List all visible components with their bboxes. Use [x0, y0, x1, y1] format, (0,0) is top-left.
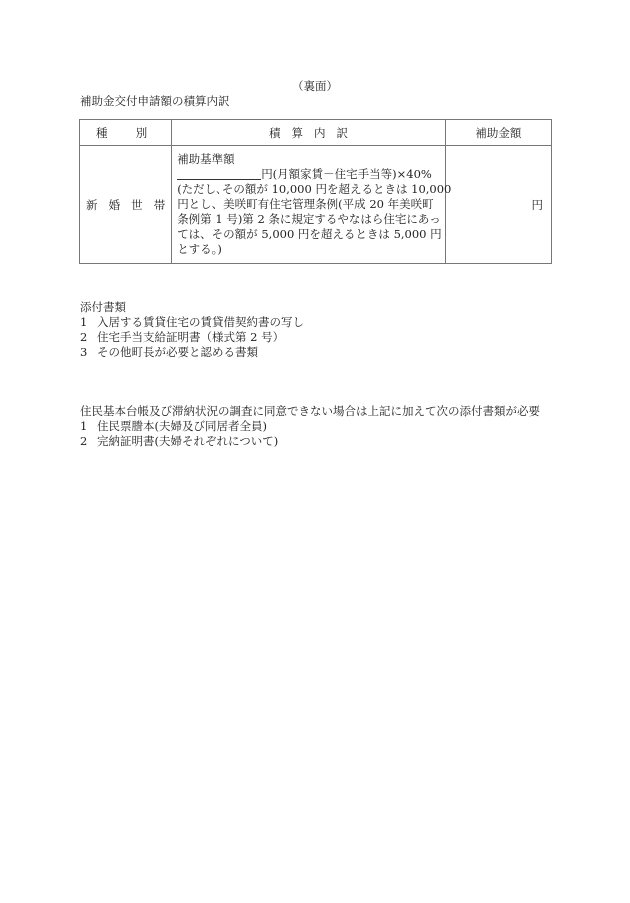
non-consent-title: 住民基本台帳及び滞納状況の調査に同意できない場合は上記に加えて次の添付書類が必要	[80, 404, 540, 418]
calc-note-line: とする。)	[177, 242, 222, 256]
list-item-text: 住民票謄本(夫婦及び同居者全員)	[97, 419, 267, 433]
list-item	[80, 345, 304, 360]
attachments-section	[80, 300, 304, 360]
row-type-char: 帯	[153, 197, 166, 212]
table-header-row	[80, 120, 552, 146]
amount-blank-field[interactable]	[177, 167, 261, 180]
list-item	[80, 434, 540, 449]
list-item	[80, 330, 304, 345]
list-item-text: その他町長が必要と認める書類	[97, 345, 258, 359]
table-row	[80, 146, 552, 264]
header-calc-char: 内	[313, 125, 326, 140]
list-item-number: 2	[80, 434, 88, 448]
row-amount[interactable]	[445, 146, 551, 264]
header-calc-char: 算	[291, 125, 303, 140]
header-type	[80, 120, 172, 146]
header-calc	[172, 120, 446, 146]
attachments-title: 添付書類	[80, 300, 126, 314]
calc-note-line: (ただし､その額が 10,000 円を超えるときは 10,000	[177, 182, 452, 196]
header-type-char: 別	[135, 125, 148, 140]
calc-note-line: 円とし、美咲町有住宅管理条例(平成 20 年美咲町	[177, 197, 434, 211]
calc-note-line: 条例第 1 号)第 2 条に規定するやなはら住宅にあっ	[177, 212, 441, 226]
row-type-char: 新	[86, 197, 98, 212]
row-type-char: 世	[131, 197, 143, 212]
header-amount: 補助金額	[445, 120, 551, 146]
list-item-text: 住宅手当支給証明書（様式第 2 号）	[97, 330, 285, 344]
non-consent-section	[80, 404, 540, 449]
calculation-table	[79, 119, 552, 264]
row-type-char: 婚	[108, 197, 121, 212]
amount-unit: 円	[531, 197, 543, 212]
list-item	[80, 315, 304, 330]
header-calc-char: 訳	[336, 125, 348, 140]
list-item-number: 2	[80, 330, 88, 344]
calc-note-line: ては、その額が 5,000 円を超えるときは 5,000 円	[177, 227, 442, 241]
list-item-number: 1	[80, 315, 88, 329]
list-item-number: 3	[80, 345, 88, 359]
calc-formula-line	[177, 167, 441, 182]
list-item-number: 1	[80, 419, 88, 433]
row-type	[80, 146, 172, 264]
section-title: 補助金交付申請額の積算内訳	[80, 94, 230, 108]
header-calc-char: 積	[268, 125, 281, 140]
header-type-char: 種	[96, 125, 108, 140]
calc-formula: 円(月額家賃－住宅手当等)×40%	[261, 167, 432, 181]
calc-heading: 補助基準額	[177, 152, 235, 166]
list-item	[80, 419, 540, 434]
list-item-text: 完納証明書(夫婦それぞれについて)	[97, 434, 279, 448]
row-calculation	[172, 146, 452, 264]
list-item-text: 入居する賃貸住宅の賃貸借契約書の写し	[97, 315, 304, 329]
page-side-label: （裏面）	[292, 79, 338, 93]
